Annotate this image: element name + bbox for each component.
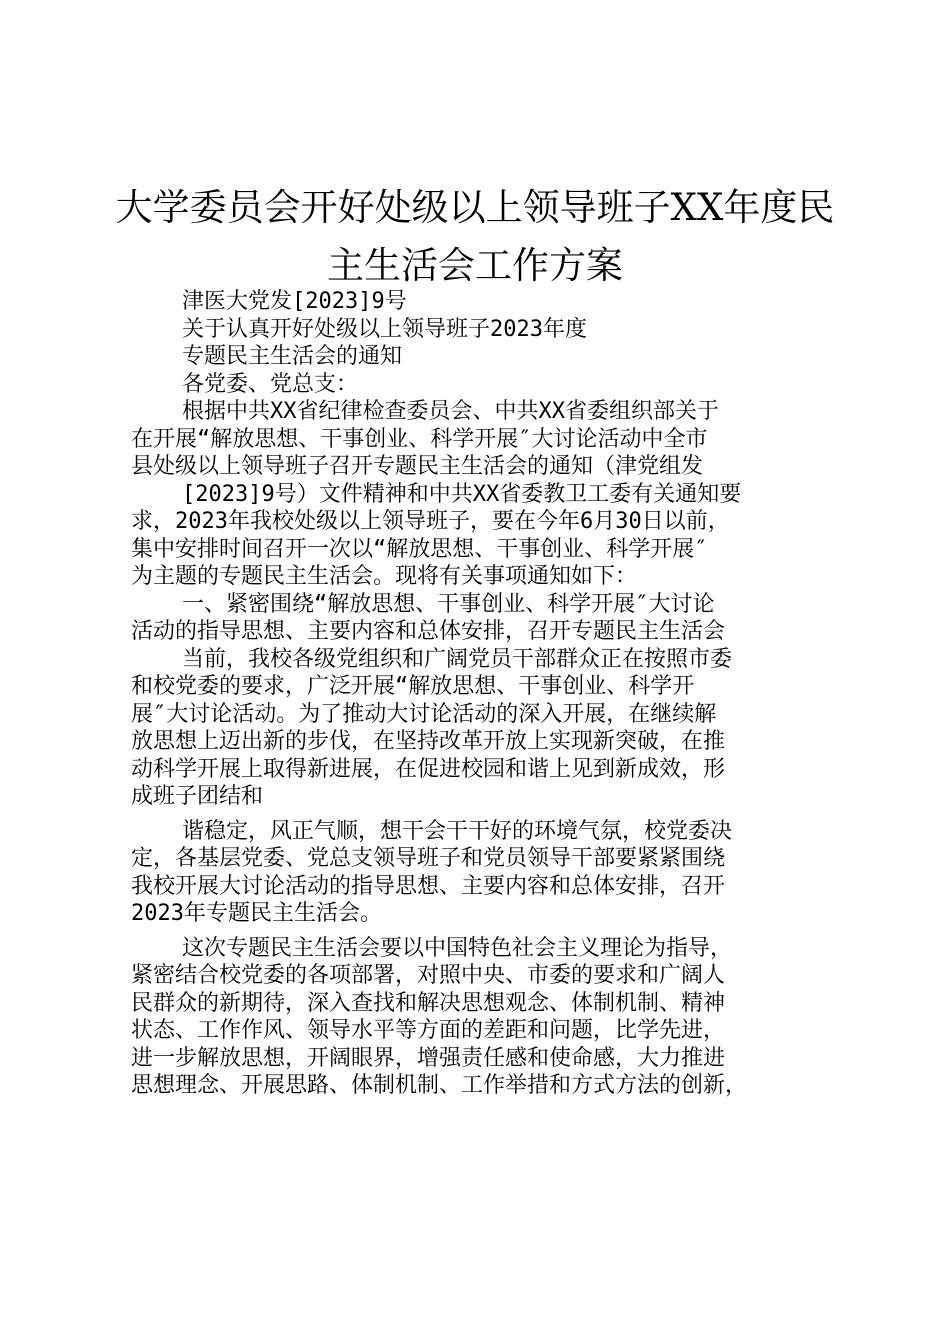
document-title-line-2: 主生活会工作方案 (327, 244, 623, 287)
body-line: 成班子团结和 (131, 784, 264, 809)
body-line: 定，各基层党委、党总支领导班子和党员领导干部要紧紧围绕 (131, 846, 726, 871)
body-line: 谐稳定，风正气顺，想干会干干好的环境气氛，校党委决 (182, 818, 733, 844)
body-line: 紧密结合校党委的各项部署，对照中央、市委的要求和广阔人 (131, 963, 726, 988)
body-line: 和校党委的要求，广泛开展“解放思想、干事创业、科学开 (131, 674, 695, 699)
body-line: 集中安排时间召开一次以“解放思想、干事创业、科学开展″ (131, 536, 708, 562)
body-line: 民群众的新期待，深入查找和解决思想观念、体制机制、精神 (131, 990, 726, 1016)
body-line: 进一步解放思想，开阔眼界，增强责任感和使命感，大力推进 (131, 1045, 726, 1071)
body-line: 2023年专题民主生活会。 (131, 901, 382, 926)
body-line: 这次专题民主生活会要以中国特色社会主义理论为指导， (182, 935, 733, 961)
body-line: 放思想上迈出新的步伐，在坚持改革开放上实现新突破，在推 (131, 729, 726, 754)
body-line: 思想理念、开展思路、体制机制、工作举措和方式方法的创新， (131, 1073, 748, 1098)
body-line: 状态、工作作风、领导水平等方面的差距和问题，比学先进， (131, 1018, 726, 1043)
document-body (131, 288, 831, 1100)
addressee: 各党委、党总支： (182, 371, 359, 397)
section-heading-1-cont: 活动的指导思想、主要内容和总体安排，召开专题民主生活会 (131, 619, 726, 644)
body-line: 我校开展大讨论活动的指导思想、主要内容和总体安排，召开 (131, 873, 726, 899)
body-line: 当前，我校各级党组织和广阔党员干部群众正在按照市委 (182, 646, 733, 672)
body-line: 求，2023年我校处级以上领导班子，要在今年6月30日以前， (131, 509, 730, 534)
body-line: 展″大讨论活动。为了推动大讨论活动的深入开展，在继续解 (131, 701, 717, 727)
body-line: 为主题的专题民主生活会。现将有关事项通知如下： (131, 564, 638, 589)
document-number: 津医大党发[2023]9号 (182, 289, 407, 314)
body-line: 根据中共XX省纪律检查委员会、中共XX省委组织部关于 (182, 399, 719, 424)
notice-title-line-1: 关于认真开好处级以上领导班子2023年度 (182, 316, 587, 342)
body-line: 动科学开展上取得新进展，在促进校园和谐上见到新成效，形 (131, 756, 726, 782)
section-heading-1: 一、紧密围绕“解放思想、干事创业、科学开展″大讨论 (182, 591, 715, 617)
notice-title-line-2: 专题民主生活会的通知 (182, 344, 403, 369)
body-line: 县处级以上领导班子召开专题民主生活会的通知（津党组发 (131, 454, 704, 479)
document-title-line-1: 大学委员会开好处级以上领导班子XX年度民 (115, 186, 835, 229)
body-line: [2023]9号）文件精神和中共XX省委教卫工委有关通知要 (182, 481, 742, 507)
body-line: 在开展“解放思想、干事创业、科学开展″大讨论活动中全市 (131, 426, 708, 452)
